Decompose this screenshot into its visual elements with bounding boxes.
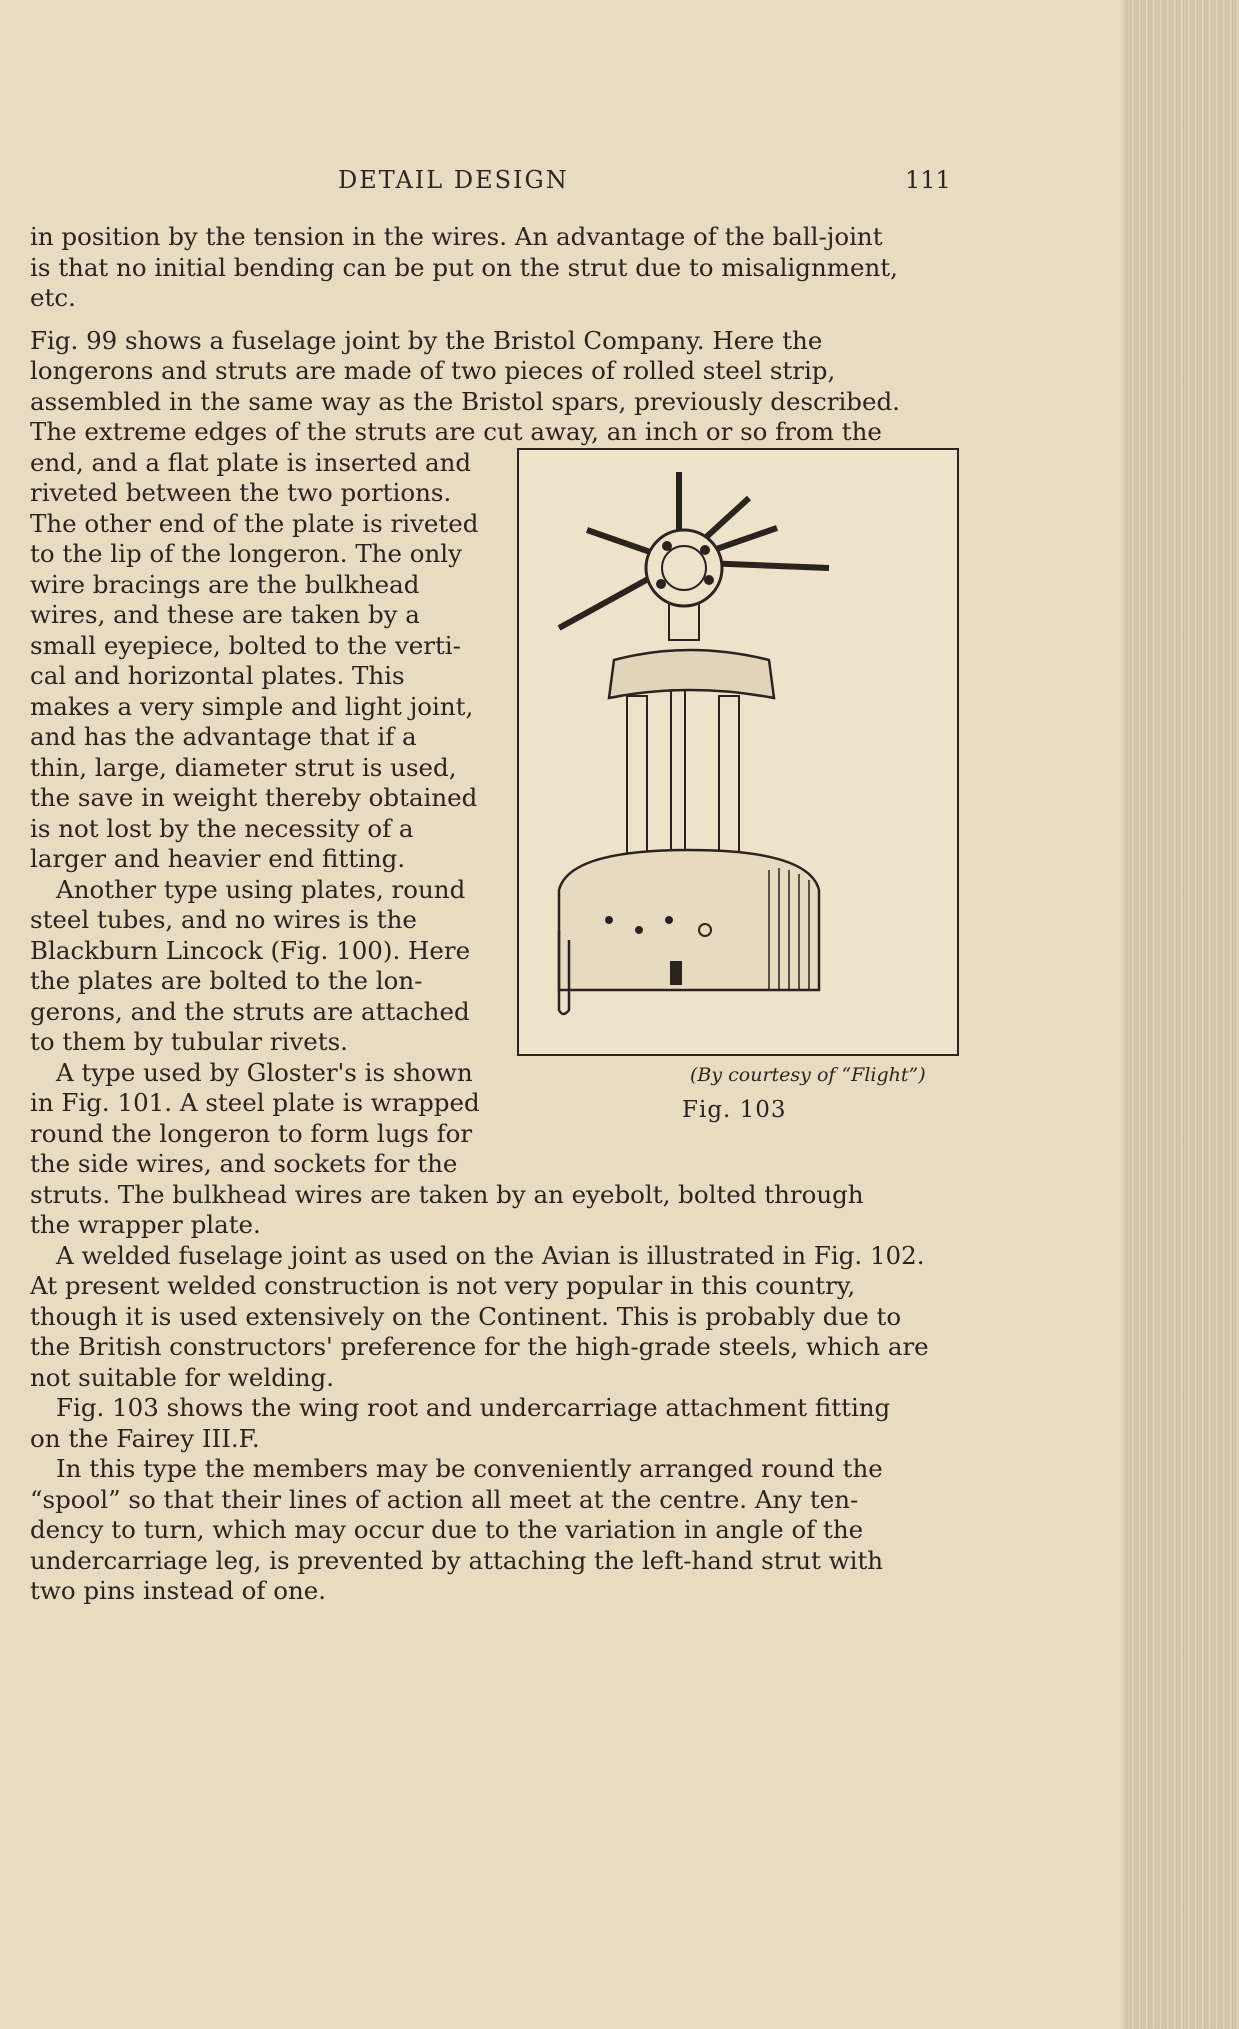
text-line: The other end of the plate is riveted — [30, 508, 479, 538]
text-line: two pins instead of one. — [30, 1576, 327, 1605]
text-line: not suitable for welding. — [30, 1362, 335, 1392]
text-line: assembled in the same way as the Bristol spars, previously described. — [30, 386, 900, 416]
text-line: end, and a flat plate is inserted and — [30, 447, 472, 477]
text-line: makes a very simple and light joint, — [30, 691, 474, 721]
text-line: to them by tubular rivets. — [30, 1027, 348, 1056]
text-line: the plates are bolted to the lon- — [30, 966, 423, 995]
paragraph-7 — [30, 1454, 970, 1607]
eye-lug — [669, 602, 699, 640]
tube-right — [719, 696, 739, 856]
text-line: to the lip of the longeron. The only — [30, 539, 462, 568]
text-line: etc. — [30, 283, 76, 312]
text-line: longerons and struts are made of two pieces of rolled steel strip, — [30, 356, 836, 385]
text-line: in Fig. 101. A steel plate is wrapped — [30, 1088, 480, 1117]
bolt — [705, 576, 713, 584]
text-line: is not lost by the necessity of a — [30, 813, 414, 843]
text-line: is that no initial bending can be put on the strut due to misalignment, — [30, 252, 898, 282]
tube-center — [671, 690, 685, 860]
text-line: in position by the tension in the wires. An advantage of the ball-joint — [30, 222, 883, 251]
page-header — [0, 166, 1050, 202]
text-line: on the Fairey III.F. — [30, 1423, 260, 1453]
slot — [671, 962, 681, 984]
text-line: steel tubes, and no wires is the — [30, 905, 417, 934]
top-cap — [609, 650, 774, 698]
text-line: wire bracings are the bulkhead — [30, 569, 420, 599]
text-line: Blackburn Lincock (Fig. 100). Here — [30, 935, 471, 965]
text-line: A welded fuselage joint as used on the Avian is illustrated in Fig. 102. — [56, 1240, 925, 1270]
text-line: struts. The bulkhead wires are taken by an eyebolt, bolted through — [30, 1179, 864, 1209]
text-line: At present welded construction is not very popular in this country, — [30, 1271, 856, 1300]
paragraph-6 — [30, 1393, 970, 1454]
text-line: cal and horizontal plates. This — [30, 661, 405, 690]
text-line: riveted between the two portions. — [30, 478, 452, 507]
figure-103-illustration — [517, 448, 959, 1056]
tube-left — [627, 696, 647, 856]
text-line: wires, and these are taken by a — [30, 600, 420, 629]
text-line: In this type the members may be conveniently arranged round the — [56, 1454, 883, 1483]
figure-caption: Fig. 103 — [682, 1097, 787, 1123]
paragraph-1 — [30, 222, 970, 314]
spool — [646, 530, 722, 606]
text-line: small eyepiece, bolted to the verti- — [30, 630, 461, 660]
text-line: Fig. 99 shows a fuselage joint by the Bristol Company. Here the — [30, 325, 823, 355]
text-line: Fig. 103 shows the wing root and undercarriage attachment fitting — [56, 1393, 891, 1422]
text-line: round the longeron to form lugs for — [30, 1118, 473, 1148]
text-line: larger and heavier end fitting. — [30, 844, 406, 873]
text-line: though it is used extensively on the Continent. This is probably due to — [30, 1301, 902, 1331]
bolt — [663, 542, 671, 550]
text-line: and has the advantage that if a — [30, 722, 417, 751]
base-housing — [559, 850, 819, 990]
text-line: dency to turn, which may occur due to the variation in angle of the — [30, 1515, 864, 1544]
page-number: 111 — [905, 166, 951, 194]
figure-credit: (By courtesy of “Flight”) — [690, 1064, 926, 1086]
text-line: the save in weight thereby obtained — [30, 783, 478, 812]
text-line: the wrapper plate. — [30, 1210, 261, 1239]
text-line: A type used by Gloster's is shown — [56, 1057, 473, 1087]
running-head: DETAIL DESIGN — [338, 166, 569, 194]
fitting-drawing — [519, 450, 957, 1054]
text-line: the side wires, and sockets for the — [30, 1149, 458, 1178]
text-line: undercarriage leg, is prevented by attaching the left-hand strut with — [30, 1545, 884, 1575]
text-line: thin, large, diameter strut is used, — [30, 752, 457, 782]
page-edges — [1128, 0, 1239, 2029]
text-line: gerons, and the struts are attached — [30, 996, 470, 1026]
bolt — [701, 546, 709, 554]
text-line: the British constructors' preference for the high-grade steels, which are — [30, 1332, 929, 1361]
text-line: Another type using plates, round — [56, 874, 466, 904]
text-line: “spool” so that their lines of action all meet at the centre. Any ten- — [30, 1484, 859, 1514]
text-line: The extreme edges of the struts are cut away, an inch or so from the — [30, 417, 882, 446]
paragraph-5 — [30, 1241, 970, 1394]
bolt — [657, 580, 665, 588]
